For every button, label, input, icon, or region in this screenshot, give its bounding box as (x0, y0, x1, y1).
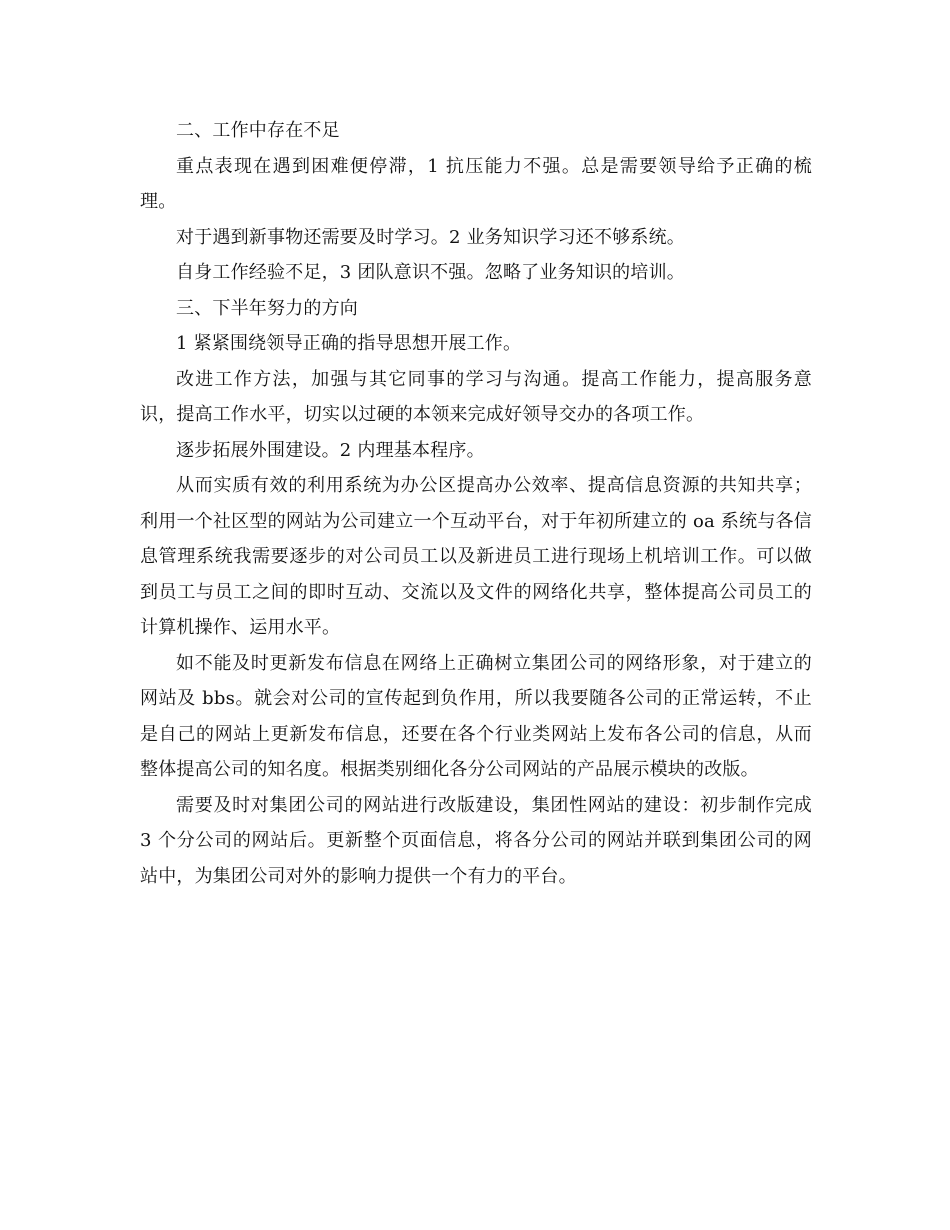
section-heading-shortcomings: 二、工作中存在不足 (176, 120, 340, 141)
paragraph: 自身工作经验不足，3 团队意识不强。忽略了业务知识的培训。 (176, 262, 685, 283)
paragraph: 需要及时对集团公司的网站进行改版建设，集团性网站的建设：初步制作完成 3 个分公司的网站后。更新整个页面信息，将各分公司的网站并联到集团公司的网站中，为集团公司对外的影响力提供一个有力的平台。 (140, 794, 812, 887)
paragraph: 重点表现在遇到困难便停滞，1 抗压能力不强。总是需要领导给予正确的梳理。 (140, 155, 812, 212)
section-heading-direction: 三、下半年努力的方向 (176, 297, 358, 319)
paragraph: 从而实质有效的利用系统为办公区提高办公效率、提高信息资源的共知共享；利用一个社区型的网站为公司建立一个互动平台，对于年初所建立的 oa 系统与各信息管理系统我需要逐步的对公司员工以及新进员工进行现场上机培训工作。可以做到员工与员工之间的即时互动、交流以及文件的网络化共享，整体提高公司员工的计算机操作、运用水平。 (140, 475, 812, 638)
paragraph: 1 紧紧围绕领导正确的指导思想开展工作。 (176, 333, 522, 354)
paragraph: 改进工作方法，加强与其它同事的学习与沟通。提高工作能力，提高服务意识，提高工作水平，切实以过硬的本领来完成好领导交办的各项工作。 (140, 368, 812, 425)
document-body (140, 113, 812, 894)
paragraph: 对于遇到新事物还需要及时学习。2 业务知识学习还不够系统。 (176, 226, 685, 248)
paragraph: 逐步拓展外围建设。2 内理基本程序。 (176, 439, 485, 461)
paragraph: 如不能及时更新发布信息在网络上正确树立集团公司的网络形象，对于建立的网站及 bbs。就会对公司的宣传起到负作用，所以我要随各公司的正常运转，不止是自己的网站上更新发布信息，还要在各个行业类网站上发布各公司的信息，从而整体提高公司的知名度。根据类别细化各分公司网站的产品展示模块的改版。 (140, 652, 812, 780)
